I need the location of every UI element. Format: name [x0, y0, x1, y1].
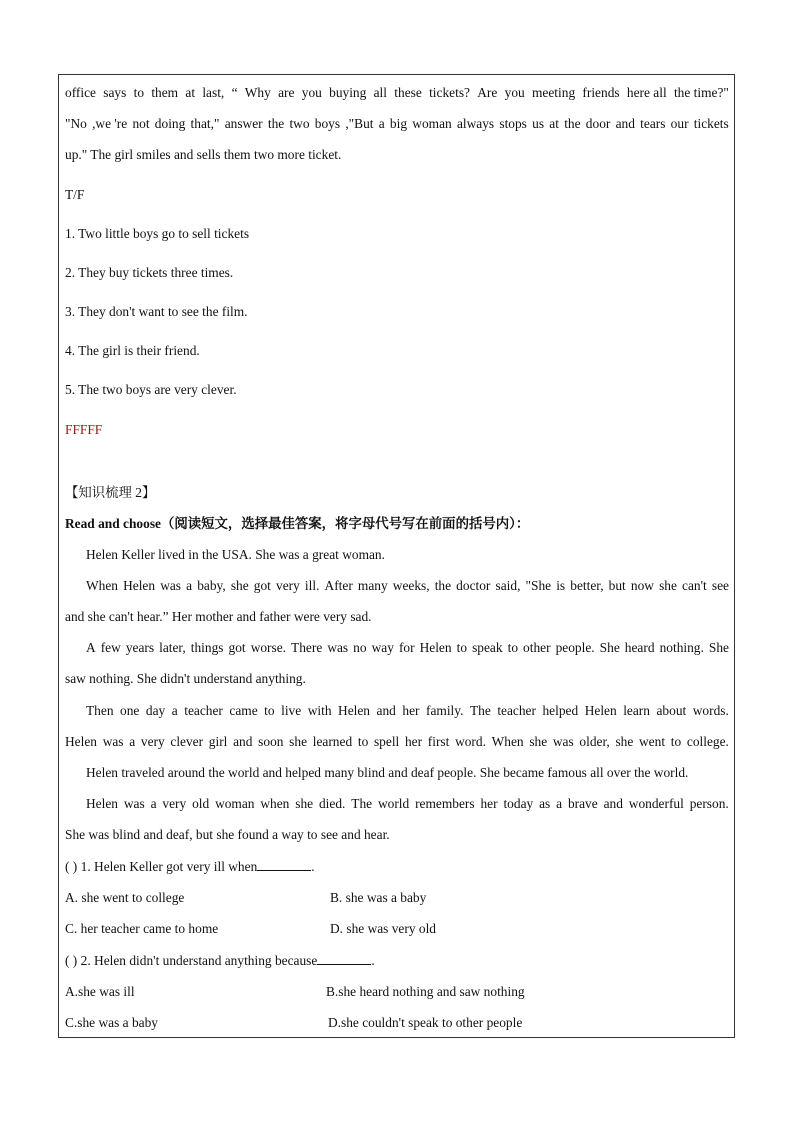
word: Helen	[419, 640, 452, 655]
word: them	[151, 85, 179, 100]
word: to	[133, 85, 145, 100]
word: the	[267, 116, 285, 131]
word: Helen	[338, 703, 371, 718]
q1-option-d[interactable]: D. she was very old	[330, 921, 436, 936]
word: was	[123, 796, 145, 811]
word: learn	[623, 703, 650, 718]
story-line-1	[65, 85, 729, 101]
passage-p4-line1	[86, 703, 729, 719]
word: a	[129, 734, 136, 749]
word: not	[132, 116, 150, 131]
word: big	[389, 116, 408, 131]
passage-p3-line2: saw nothing. She didn't understand anything.	[65, 671, 306, 686]
word: day	[145, 703, 166, 718]
word: was	[552, 734, 574, 749]
word: The	[469, 703, 491, 718]
word: wonderful	[628, 796, 684, 811]
passage-p6-line2: She was blind and deaf, but she found a way to see and hear.	[65, 827, 390, 842]
word: later,	[159, 640, 186, 655]
answer-blank[interactable]	[317, 952, 371, 965]
word: teacher	[184, 703, 223, 718]
word: college.	[686, 734, 729, 749]
word: tickets	[693, 116, 729, 131]
word: one	[120, 703, 140, 718]
word: buying	[329, 85, 367, 100]
word: see	[711, 578, 729, 593]
word: died.	[318, 796, 346, 811]
word: tickets?	[429, 85, 470, 100]
word: first	[427, 734, 450, 749]
word: way	[371, 640, 394, 655]
word: said,	[495, 578, 521, 593]
question-stem: 1. Helen Keller got very ill when	[80, 859, 258, 874]
word: very	[276, 578, 300, 593]
word: baby,	[197, 578, 226, 593]
word: woman	[412, 116, 452, 131]
word: worse.	[250, 640, 287, 655]
passage-p6-line1	[86, 796, 729, 812]
word: "She	[525, 578, 552, 593]
word: Why	[244, 85, 271, 100]
answer-paren[interactable]: ( )	[65, 953, 78, 968]
tf-item-4: 4. The girl is their friend.	[65, 343, 200, 358]
word: person.	[689, 796, 729, 811]
word: says	[103, 85, 127, 100]
word: she	[529, 734, 548, 749]
story-line-3: up." The girl smiles and sells them two more ticket.	[65, 147, 342, 162]
word: After	[324, 578, 353, 593]
tf-item-3: 3. They don't want to see the film.	[65, 304, 248, 319]
q1-option-a[interactable]: A. she went to college	[65, 890, 185, 905]
word: tears	[640, 116, 666, 131]
word: to	[670, 734, 682, 749]
word: woman	[215, 796, 255, 811]
passage-p4-line2	[65, 734, 729, 750]
passage-p3-line1	[86, 640, 729, 656]
word: doctor	[456, 578, 491, 593]
word: remembers	[415, 796, 475, 811]
word: teacher	[497, 703, 536, 718]
word: soon	[258, 734, 284, 749]
word: better,	[570, 578, 604, 593]
word: weeks,	[392, 578, 430, 593]
word: the	[564, 116, 581, 131]
word: came	[229, 703, 258, 718]
word: are	[278, 85, 295, 100]
word: Helen	[584, 703, 617, 718]
word: as	[539, 796, 551, 811]
word: you	[301, 85, 322, 100]
word: people.	[555, 640, 595, 655]
word: world	[377, 796, 410, 811]
word: very	[162, 796, 187, 811]
word: to	[456, 640, 468, 655]
word: at	[549, 116, 559, 131]
word: nothing.	[659, 640, 704, 655]
word: clever	[170, 734, 204, 749]
word: was	[327, 640, 349, 655]
word: There	[291, 640, 323, 655]
word: and	[376, 703, 396, 718]
word: Then	[86, 703, 114, 718]
word: years	[125, 640, 155, 655]
word: Helen	[86, 796, 118, 811]
word: and	[615, 116, 635, 131]
word: few	[100, 640, 121, 655]
passage-p5: Helen traveled around the world and helped many blind and deaf people. She became famous all over the world.	[86, 765, 689, 780]
word: helped	[542, 703, 579, 718]
word: speak	[472, 640, 503, 655]
word: a	[150, 796, 157, 811]
word: Are	[477, 85, 498, 100]
word: for	[398, 640, 415, 655]
q2-option-c[interactable]: C.she was a baby	[65, 1015, 158, 1030]
passage-p2-line1	[86, 578, 729, 594]
word: She	[708, 640, 729, 655]
word: with	[307, 703, 332, 718]
word: about	[656, 703, 687, 718]
word: always	[456, 116, 495, 131]
word: and	[603, 796, 623, 811]
word: other	[523, 640, 551, 655]
story-line-2	[65, 116, 729, 132]
word: heard	[624, 640, 655, 655]
word: today	[503, 796, 534, 811]
word: "No	[65, 116, 87, 131]
word: learned	[312, 734, 353, 749]
word: She	[599, 640, 620, 655]
word: the time?"	[673, 85, 729, 100]
word: family.	[426, 703, 464, 718]
word: her	[402, 703, 420, 718]
word: to	[264, 703, 275, 718]
word: now	[630, 578, 654, 593]
word: When	[86, 578, 118, 593]
word: us	[532, 116, 545, 131]
word: to	[507, 640, 519, 655]
word: all	[373, 85, 387, 100]
word: ,we 're	[92, 116, 128, 131]
word: she	[289, 734, 308, 749]
word: very	[140, 734, 165, 749]
word: live	[281, 703, 302, 718]
question-end: .	[371, 953, 375, 968]
word: no	[353, 640, 367, 655]
question-2	[65, 952, 375, 969]
q2-option-a[interactable]: A.she was ill	[65, 984, 135, 999]
word: boys	[314, 116, 341, 131]
tf-item-5: 5. The two boys are very clever.	[65, 382, 237, 397]
word: to	[357, 734, 369, 749]
word: she	[659, 578, 677, 593]
tf-answer: FFFFF	[65, 422, 103, 437]
question-end: .	[311, 859, 315, 874]
word: was	[102, 734, 124, 749]
tf-heading: T/F	[65, 187, 85, 202]
word: stops	[499, 116, 527, 131]
word: a	[556, 796, 563, 811]
word: words.	[692, 703, 729, 718]
word: you	[504, 85, 525, 100]
section-instruction: Read and choose（阅读短文，选择最佳答案，将字母代号写在前面的括号内）：	[65, 516, 530, 531]
word: The	[351, 796, 373, 811]
word: is	[556, 578, 566, 593]
word: her	[480, 796, 498, 811]
word: a	[186, 578, 193, 593]
word: she	[615, 734, 634, 749]
word: two	[289, 116, 310, 131]
passage-p1: Helen Keller lived in the USA. She was a great woman.	[86, 547, 385, 562]
word: office	[65, 85, 96, 100]
word: Helen	[65, 734, 97, 749]
word: doing	[154, 116, 186, 131]
word: ,"But	[345, 116, 374, 131]
word: old	[192, 796, 210, 811]
word: when	[260, 796, 290, 811]
question-stem: 2. Helen didn't understand anything because	[80, 953, 318, 968]
tf-item-2: 2. They buy tickets three times.	[65, 265, 234, 280]
word: was	[160, 578, 182, 593]
word: got	[228, 640, 246, 655]
word: our	[670, 116, 689, 131]
answer-blank[interactable]	[257, 858, 311, 871]
word: When	[491, 734, 524, 749]
word: girl	[208, 734, 228, 749]
word: these	[394, 85, 422, 100]
word: things	[190, 640, 224, 655]
word: word.	[455, 734, 486, 749]
word: “	[231, 85, 238, 100]
word: at	[185, 85, 196, 100]
word: got	[253, 578, 271, 593]
word: went	[639, 734, 666, 749]
word: her	[404, 734, 423, 749]
word: the	[434, 578, 452, 593]
word: can't	[682, 578, 707, 593]
tf-item-1: 1. Two little boys go to sell tickets	[65, 226, 250, 241]
q2-option-d[interactable]: D.she couldn't speak to other people	[328, 1015, 523, 1030]
question-1	[65, 858, 315, 875]
word: a	[171, 703, 178, 718]
word: A	[86, 640, 96, 655]
word: many	[357, 578, 388, 593]
word: meeting	[532, 85, 576, 100]
word: Helen	[123, 578, 156, 593]
word: older,	[579, 734, 610, 749]
word: she	[295, 796, 314, 811]
q1-option-b[interactable]: B. she was a baby	[330, 890, 427, 905]
q2-option-b[interactable]: B.she heard nothing and saw nothing	[326, 984, 525, 999]
word: a	[378, 116, 385, 131]
word: last,	[202, 85, 225, 100]
q1-option-c[interactable]: C. her teacher came to home	[65, 921, 219, 936]
word: door	[585, 116, 611, 131]
word: ill.	[304, 578, 320, 593]
word: that,"	[190, 116, 220, 131]
answer-paren[interactable]: ( )	[65, 859, 78, 874]
word: answer	[224, 116, 263, 131]
word: spell	[373, 734, 400, 749]
word: but	[608, 578, 626, 593]
word: she	[230, 578, 249, 593]
passage-p2-line2: and she can't hear.” Her mother and father were very sad.	[65, 609, 372, 624]
word: friends	[582, 85, 620, 100]
section-title: 【知识梳理 2】	[65, 485, 156, 500]
word: brave	[567, 796, 598, 811]
word: and	[233, 734, 253, 749]
word: here all	[626, 85, 667, 100]
